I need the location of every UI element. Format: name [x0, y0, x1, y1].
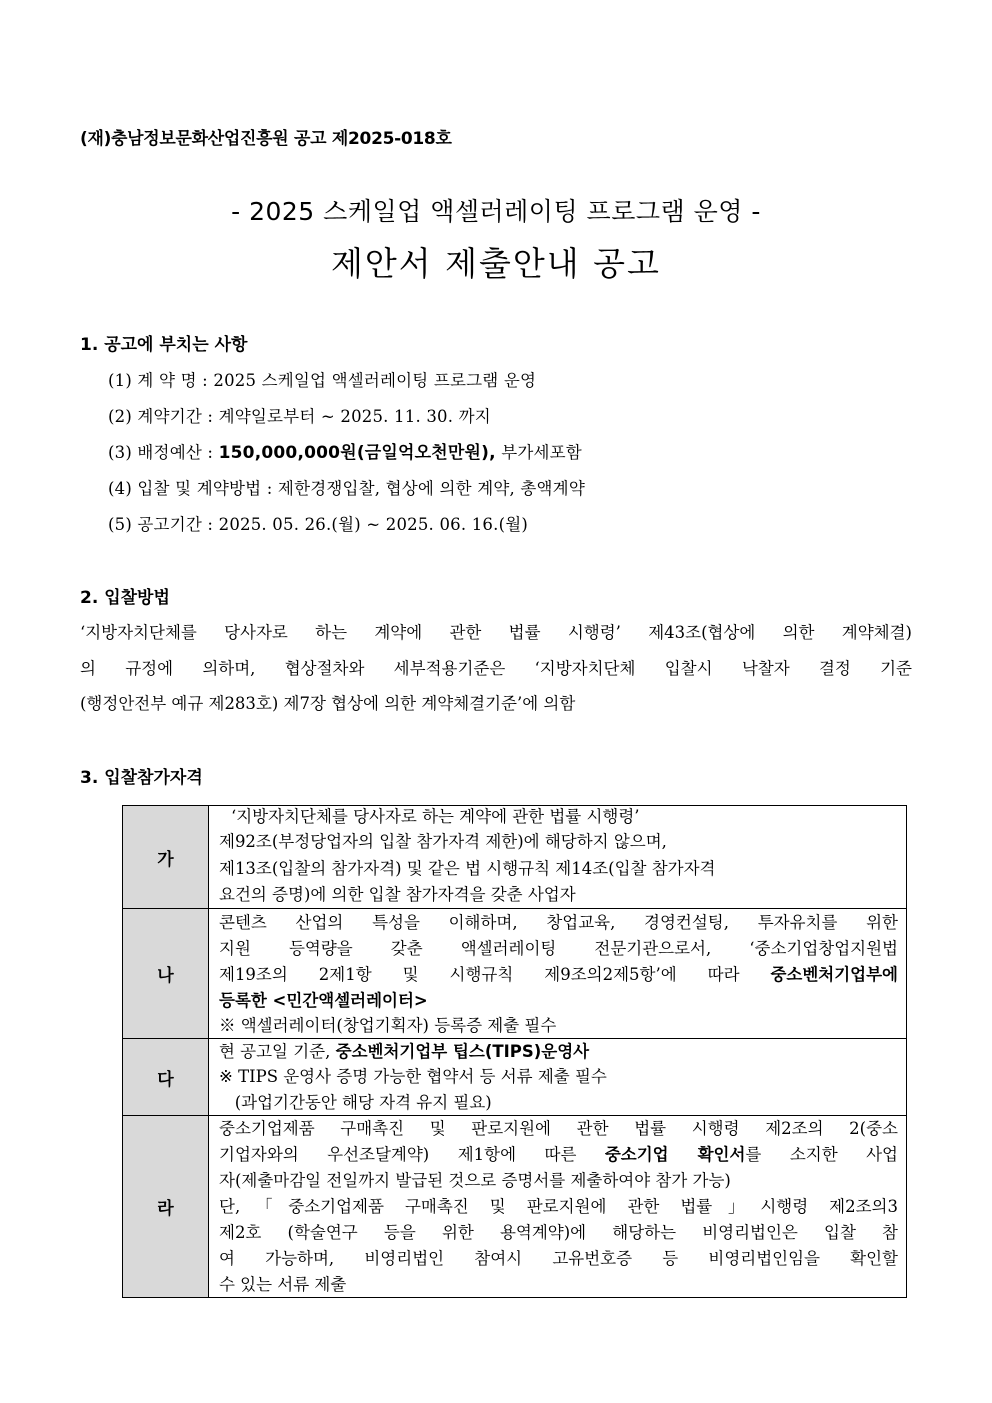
qual-na-line-1: 콘텐츠 산업의 특성을 이해하며, 창업교육, 경영컨설팅, 투자유치를 위한: [219, 912, 898, 932]
registered-accelerator-text: 등록한 <민간액셀러레이터>: [219, 990, 428, 1010]
qual-ra-line-2-text-a: 기업자와의 우선조달계약) 제1항에 따른: [219, 1145, 605, 1164]
row-content-ra: [209, 1116, 907, 1298]
qual-ga-line-3: 제13조(입찰의 참가자격) 및 같은 법 시행규칙 제14조(입찰 참가자격: [219, 859, 716, 878]
qual-da-line-2: ※ TIPS 운영사 증명 가능한 협약서 등 서류 제출 필수: [219, 1067, 607, 1086]
bid-method-text-line-1: ‘지방자치단체를 당사자로 하는 계약에 관한 법률 시행령’ 제43조(협상에 의한 계약체결): [80, 623, 912, 642]
contract-name-item: (1) 계 약 명 : 2025 스케일업 액셀러레이팅 프로그램 운영: [108, 371, 537, 390]
table-row: [123, 1039, 907, 1116]
row-label-da: 다: [123, 1039, 209, 1116]
page-title: 제안서 제출안내 공고: [331, 244, 661, 283]
table-row: [123, 806, 907, 909]
section-3-heading: 3. 입찰참가자격: [80, 768, 203, 788]
qualification-table: [122, 805, 907, 1298]
table-row: [123, 909, 907, 1039]
qual-da-line-1-text: 현 공고일 기준,: [219, 1042, 336, 1061]
budget-amount: 150,000,000원(금일억오천만원),: [218, 443, 496, 463]
qual-da-line-1: [219, 1039, 898, 1064]
qual-na-line-4: [219, 988, 898, 1014]
notice-period-item: (5) 공고기간 : 2025. 05. 26.(월) ~ 2025. 06. 16.(월): [108, 515, 528, 534]
qual-na-line-3-bold: 중소벤처기업부에: [770, 964, 898, 984]
qual-ra-line-7: 수 있는 서류 제출: [219, 1275, 347, 1294]
qual-ra-line-5: 제2호 (학술연구 등을 위한 용역계약)에 해당하는 비영리법인은 입찰 참: [219, 1223, 898, 1242]
qual-ra-line-2-text-b: 를 소지한 사업: [745, 1145, 898, 1164]
row-label-na: 나: [123, 909, 209, 1039]
qual-ra-line-6: 여 가능하며, 비영리법인 참여시 고유번호증 등 비영리법인임을 확인할: [219, 1249, 898, 1268]
bid-method-item: (4) 입찰 및 계약방법 : 제한경쟁입찰, 협상에 의한 계약, 총액계약: [108, 479, 585, 498]
row-label-ra: 라: [123, 1116, 209, 1298]
qual-ga-line-4: 요건의 증명)에 의한 입찰 참가자격을 갖춘 사업자: [219, 885, 576, 904]
row-content-da: [209, 1039, 907, 1116]
qual-ga-line-1: ‘지방자치단체를 당사자로 하는 계약에 관한 법률 시행령’: [231, 807, 640, 826]
qual-na-line-3-text: 제19조의 2제1항 및 시행규칙 제9조의2제5항’에 따라: [219, 964, 771, 984]
section-2-heading: 2. 입찰방법: [80, 588, 170, 608]
section-1-heading: 1. 공고에 부치는 사항: [80, 335, 248, 355]
qual-ra-line-4: 단,「중소기업제품 구매촉진 및 판로지원에 관한 법률」시행령 제2조의3: [219, 1197, 898, 1216]
qual-da-line-3: (과업기간동안 해당 자격 유지 필요): [219, 1093, 492, 1112]
contract-period-item: (2) 계약기간 : 계약일로부터 ~ 2025. 11. 30. 까지: [108, 407, 491, 426]
qual-ra-line-3: 자(제출마감일 전일까지 발급된 것으로 증명서를 제출하여야 참가 가능): [219, 1171, 731, 1190]
bid-method-text-line-2: 의 규정에 의하며, 협상절차와 세부적용기준은 ‘지방자치단체 입찰시 낙찰자 결정 기준: [80, 659, 912, 678]
row-content-na: [209, 909, 907, 1039]
tips-operator-text: 중소벤처기업부 팁스(TIPS)운영사: [335, 1042, 590, 1061]
qual-na-line-2: 지원 등역량을 갖춘 액셀러레이팅 전문기관으로서, ‘중소기업창업지원법: [219, 938, 898, 958]
sme-certificate-text: 중소기업 확인서: [604, 1145, 746, 1164]
qual-na-line-3: [219, 962, 898, 988]
qual-ra-line-2: [219, 1142, 898, 1168]
budget-vat-note: 부가세포함: [495, 443, 582, 462]
qual-ra-line-1: 중소기업제품 구매촉진 및 판로지원에 관한 법률 시행령 제2조의 2(중소: [219, 1119, 898, 1138]
row-label-ga: 가: [123, 806, 209, 909]
table-row: [123, 1116, 907, 1298]
qual-ga-line-2: 제92조(부정당업자의 입찰 참가자격 제한)에 해당하지 않으며,: [219, 832, 667, 851]
row-content-ga: [209, 806, 907, 909]
notice-number: (재)충남정보문화산업진흥원 공고 제2025-018호: [80, 129, 452, 149]
bid-method-text-line-3: (행정안전부 예규 제283호) 제7장 협상에 의한 계약체결기준’에 의함: [80, 694, 576, 713]
budget-label: (3) 배정예산 :: [108, 443, 219, 462]
qual-na-line-5: ※ 액셀러레이터(창업기획자) 등록증 제출 필수: [219, 1015, 557, 1035]
budget-item: [108, 438, 582, 463]
program-title: - 2025 스케일업 액셀러레이팅 프로그램 운영 -: [231, 197, 761, 226]
